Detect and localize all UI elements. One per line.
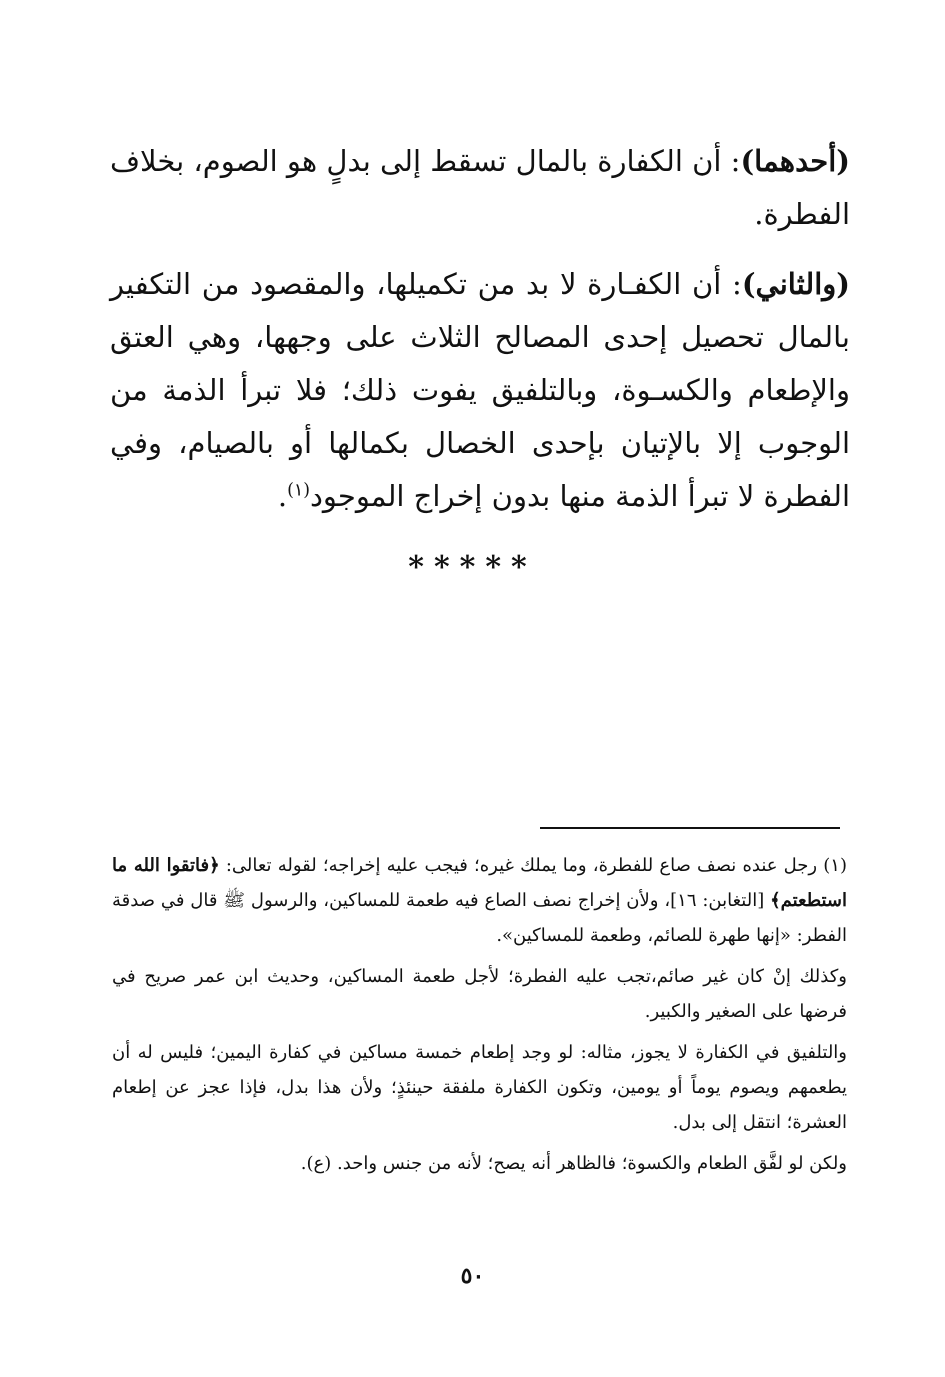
footnote-1-text-a: (١) رجل عنده نصف صاع للفطرة، وما يملك غيره؛ فيجب عليه إخراجه؛ لقوله تعالى: (219, 855, 847, 876)
paragraph-second (110, 258, 850, 523)
paragraph-first (110, 135, 850, 241)
page-number: ٥٠ (460, 1263, 485, 1289)
section-separator: ***** (408, 550, 537, 585)
footnote-marker: (١) (287, 480, 310, 501)
footnotes-block (112, 848, 847, 1181)
paragraph-second-end: . (277, 479, 288, 513)
paragraph-first-lead: (أحدهما) (740, 144, 850, 178)
paragraph-second-text: : أن الكفـارة لا بد من تكميلها، والمقصود من التكفير بالمال تحصيل إحدى المصالح الثلاث على وجهها، وهي العتق والإطعام والكسـوة، وبالتلفيق يفوت ذلك؛ فلا تبرأ الذمة من الوجوب إلا بالإتيان بإحدى الخصال بكمالها أو بالصيام، وفي الفطرة لا تبرأ الذمة منها بدون إخراج الموجود (110, 267, 850, 513)
paragraph-second-lead: (والثاني) (741, 267, 850, 301)
footnote-1-quran-quote: ﴿فاتقوا الله ما استطعتم﴾ (112, 855, 847, 911)
footnote-rule (540, 827, 840, 829)
footnote-paragraph-3: والتلفيق في الكفارة لا يجوز، مثاله: لو وجد إطعام خمسة مساكين في كفارة اليمين؛ فليس له أن يطعمهم ويصوم يوماً أو يومين، وتكون الكفارة ملفقة حينئذٍ؛ ولأن هذا بدل، فإذا عجز عن إطعام العشرة؛ انتقل إلى بدل. (112, 1042, 847, 1133)
footnote-paragraph-2: وكذلك إنْ كان غير صائم،تجب عليه الفطرة؛ لأجل طعمة المساكين، وحديث ابن عمر صريح في فرضها على الصغير والكبير. (112, 966, 847, 1022)
footnote-paragraph-4: ولكن لو لفَّق الطعام والكسوة؛ فالظاهر أنه يصح؛ لأنه من جنس واحد. (ع). (300, 1153, 847, 1174)
footnote-1 (112, 848, 847, 953)
main-text-block (110, 135, 850, 523)
footnote-1-text-b: [التغابن: ١٦]، ولأن إخراج نصف الصاع فيه طعمة للمساكين، والرسول ﷺ قال في صدقة الفطر: «إنها طهرة للصائم، وطعمة للمساكين». (112, 890, 847, 946)
paragraph-first-text: : أن الكفارة بالمال تسقط إلى بدلٍ هو الصوم، بخلاف الفطرة. (110, 144, 850, 231)
